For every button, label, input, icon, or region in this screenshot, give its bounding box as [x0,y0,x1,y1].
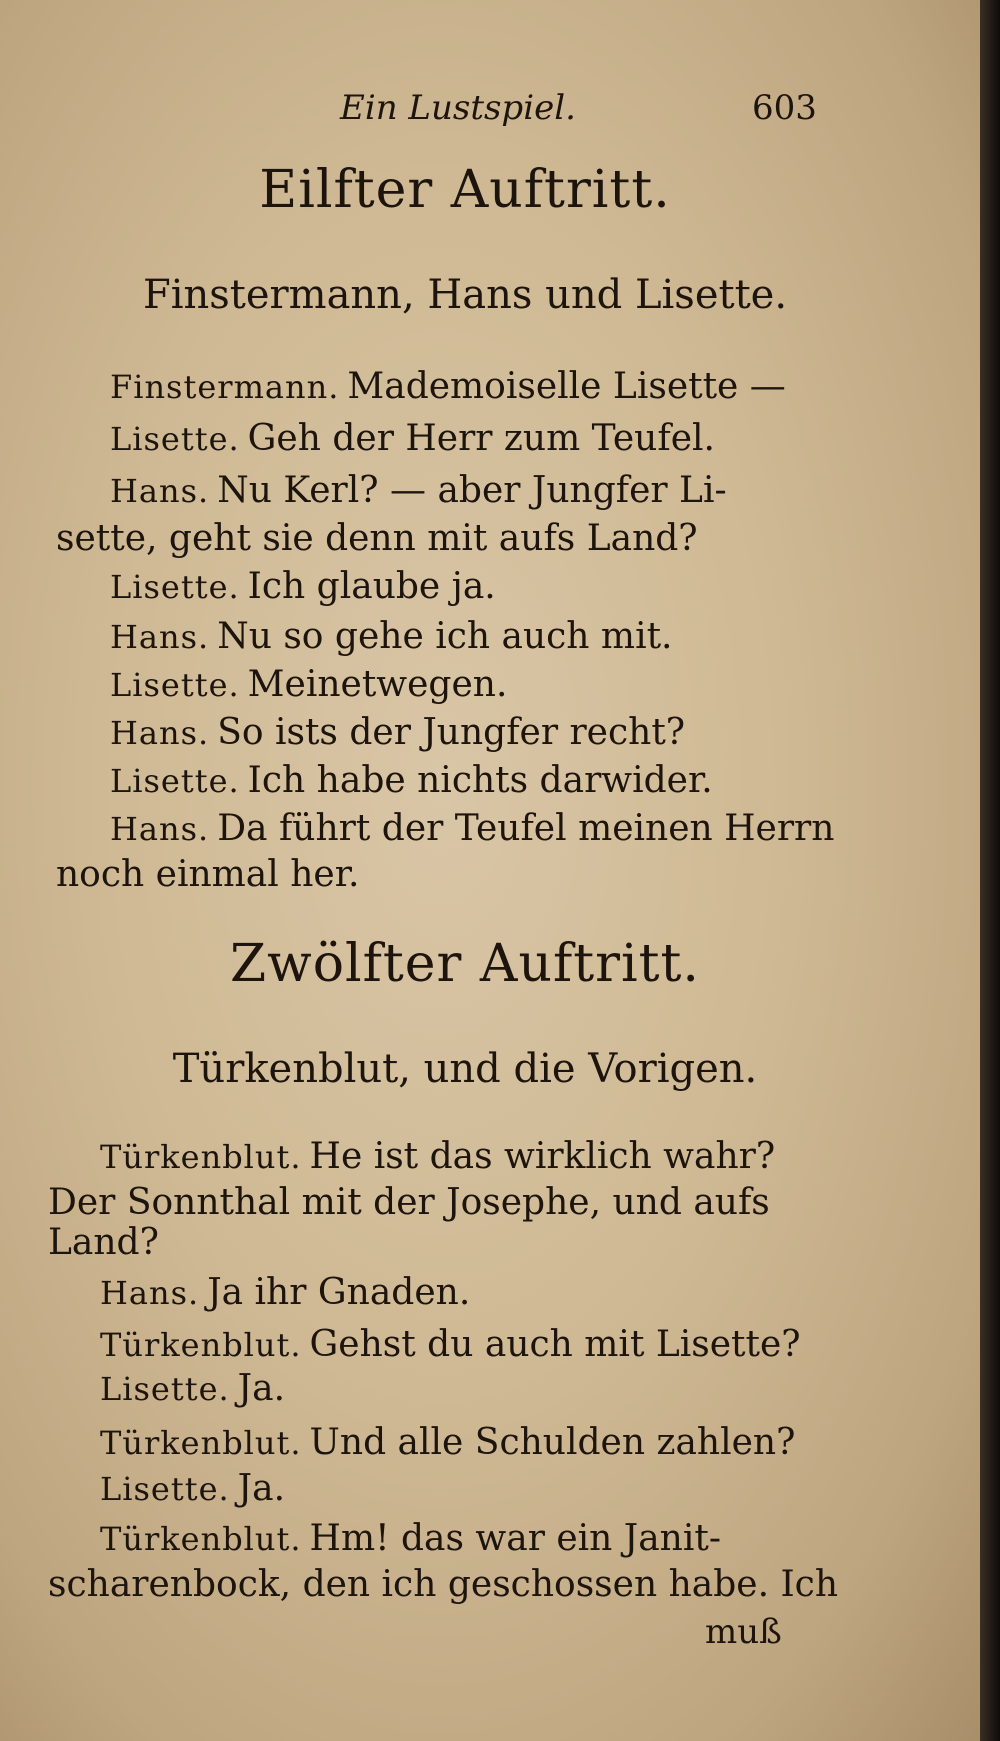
page-header [0,80,980,130]
speech-text: Da führt der Teufel meinen Herrn [217,808,835,849]
dialogue-line-continuation [48,1220,159,1266]
speech-text: noch einmal her. [56,854,360,895]
speaker-name: Türkenblut. [100,1424,302,1462]
dialogue-line [110,468,727,514]
speaker-name: Lisette. [110,568,240,606]
speech-text: Ja. [237,1468,286,1509]
dialogue-line [110,806,834,852]
dialogue-line [110,710,685,756]
speech-text: Ich glaube ja. [247,566,496,607]
page-number: 603 [752,88,817,128]
speech-text: Nu so gehe ich auch mit. [217,616,673,657]
speaker-name: Lisette. [110,666,240,704]
dialogue-line [100,1420,795,1466]
speaker-name: Finstermann. [110,368,340,406]
speech-text: Gehst du auch mit Lisette? [309,1324,801,1365]
scene-12-title: Zwölfter Auftritt. [230,934,700,994]
dialogue-line-continuation [56,516,698,562]
dialogue-line [110,564,496,610]
speaker-name: Lisette. [100,1370,230,1408]
dialogue-line [110,614,673,660]
catchword: muß [705,1612,782,1652]
speech-text: Hm! das war ein Janit- [309,1518,722,1559]
speaker-name: Türkenblut. [100,1138,302,1176]
scene-11-cast: Finstermann, Hans und Lisette. [142,272,788,318]
speech-text: Geh der Herr zum Teufel. [247,418,715,459]
dialogue-line [100,1466,285,1512]
speech-text: Meinetwegen. [247,664,508,705]
speaker-name: Lisette. [100,1470,230,1508]
running-title: Ein Lustspiel. [340,88,576,128]
page-edge-shadow [980,0,1000,1741]
speaker-name: Hans. [110,472,210,510]
dialogue-line [100,1134,775,1180]
speaker-name: Lisette. [110,420,240,458]
dialogue-line [110,758,713,804]
speech-text: Ja. [237,1368,286,1409]
dialogue-line [110,364,786,410]
dialogue-line [100,1516,721,1562]
speech-text: He ist das wirklich wahr? [309,1136,776,1177]
dialogue-line [110,662,507,708]
dialogue-line-continuation [56,852,359,898]
scene-11-title: Eilfter Auftritt. [259,160,671,220]
dialogue-line [100,1366,285,1412]
speech-text: Ja ihr Gnaden. [207,1272,471,1313]
speaker-name: Hans. [100,1274,200,1312]
speech-text: Und alle Schulden zahlen? [309,1422,796,1463]
speech-text: Mademoiselle Lisette — [347,366,786,407]
speech-text: Ich habe nichts darwider. [247,760,713,801]
speech-text: So ists der Jungfer recht? [217,712,686,753]
dialogue-line [100,1322,801,1368]
scene-12-cast: Türkenblut, und die Vorigen. [172,1046,758,1092]
speaker-name: Hans. [110,618,210,656]
speaker-name: Hans. [110,810,210,848]
dialogue-line-continuation [48,1562,838,1608]
speaker-name: Hans. [110,714,210,752]
speech-text: scharenbock, den ich geschossen habe. Ich [48,1564,839,1605]
speech-text: Nu Kerl? — aber Jungfer Li- [217,470,727,511]
speech-text: sette, geht sie denn mit aufs Land? [56,518,698,559]
speech-text: Land? [48,1222,159,1263]
speech-text: Der Sonnthal mit der Josephe, und aufs [48,1182,770,1223]
speaker-name: Türkenblut. [100,1326,302,1364]
dialogue-line [100,1270,470,1316]
dialogue-line [110,416,715,462]
speaker-name: Lisette. [110,762,240,800]
speaker-name: Türkenblut. [100,1520,302,1558]
